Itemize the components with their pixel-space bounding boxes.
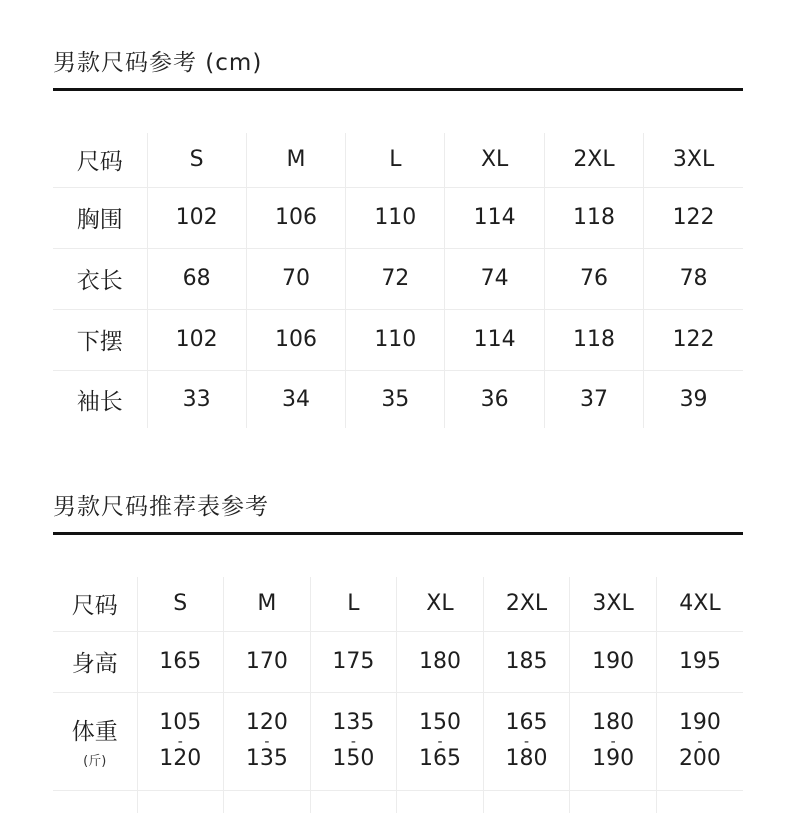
range-min: 105 — [159, 710, 202, 735]
size-cell: 3XL — [644, 133, 743, 187]
size-cell: M — [246, 133, 345, 187]
range-cell — [656, 692, 743, 790]
value-cell: 102 — [147, 309, 246, 370]
value-cell: 106 — [246, 187, 345, 248]
table-row — [53, 187, 743, 248]
table-row-spacer — [53, 790, 743, 813]
row-header: 尺码 — [53, 577, 137, 631]
range-min: 150 — [418, 710, 461, 735]
range-max: 150 — [332, 746, 375, 771]
value-cell: 118 — [544, 309, 643, 370]
range-max: 120 — [159, 746, 202, 771]
table-row — [53, 248, 743, 309]
range-dash: - — [264, 734, 270, 750]
table-row — [53, 692, 743, 790]
range-max: 180 — [505, 746, 548, 771]
size-cell: L — [346, 133, 445, 187]
row-header: 胸围 — [53, 187, 147, 248]
value-cell: 185 — [483, 631, 570, 692]
size-chart-table — [53, 133, 743, 428]
range-max: 200 — [678, 746, 721, 771]
value-cell: 102 — [147, 187, 246, 248]
range-dash: - — [437, 734, 443, 750]
title-divider — [53, 88, 743, 91]
size-cell: M — [224, 577, 311, 631]
empty-cell — [397, 790, 484, 813]
value-cell: 122 — [644, 187, 743, 248]
range-dash: - — [697, 734, 703, 750]
value-cell: 110 — [346, 187, 445, 248]
size-recommendation-table — [53, 577, 743, 813]
value-cell: 33 — [147, 370, 246, 428]
size-cell: S — [147, 133, 246, 187]
value-cell: 39 — [679, 386, 708, 412]
value-cell: 190 — [570, 631, 657, 692]
range-max: 135 — [245, 746, 288, 771]
value-cell: 165 — [137, 631, 224, 692]
empty-cell — [570, 790, 657, 813]
value-cell: 195 — [656, 631, 743, 692]
value-cell: 68 — [147, 248, 246, 309]
value-cell: 34 — [246, 370, 345, 428]
range-cell — [310, 692, 397, 790]
value-cell: 36 — [445, 370, 544, 428]
weight-label: 体重 — [71, 719, 118, 745]
size-cell: L — [310, 577, 397, 631]
range-min: 180 — [592, 710, 635, 735]
table-row — [53, 370, 743, 428]
value-cell: 114 — [445, 187, 544, 248]
empty-cell — [137, 790, 224, 813]
range-dash: - — [177, 734, 183, 750]
size-recommendation-title: 男款尺码推荐表参考 — [53, 494, 269, 520]
range-dash: - — [610, 734, 616, 750]
value-cell: 74 — [445, 248, 544, 309]
range-max: 190 — [592, 746, 635, 771]
range-cell — [224, 692, 311, 790]
size-cell: S — [137, 577, 224, 631]
range-max: 165 — [418, 746, 461, 771]
table-row — [53, 631, 743, 692]
value-cell: 78 — [644, 248, 743, 309]
value-cell: 175 — [310, 631, 397, 692]
value-cell: 70 — [246, 248, 345, 309]
title-divider — [53, 532, 743, 535]
range-cell — [570, 692, 657, 790]
value-cell: 170 — [224, 631, 311, 692]
size-cell: 4XL — [656, 577, 743, 631]
empty-cell — [483, 790, 570, 813]
row-header: 衣长 — [53, 248, 147, 309]
value-cell: 114 — [445, 309, 544, 370]
range-min: 120 — [245, 710, 288, 735]
value-cell: 72 — [346, 248, 445, 309]
range-min: 165 — [505, 710, 548, 735]
value-cell: 106 — [246, 309, 345, 370]
size-cell: XL — [397, 577, 484, 631]
weight-unit: (斤) — [83, 754, 107, 769]
empty-cell — [656, 790, 743, 813]
range-min: 135 — [332, 710, 375, 735]
row-header — [53, 692, 137, 790]
range-dash: - — [350, 734, 356, 750]
value-cell: 180 — [397, 631, 484, 692]
value-cell: 76 — [544, 248, 643, 309]
row-header: 袖长 — [53, 370, 147, 428]
value-cell: 110 — [346, 309, 445, 370]
range-cell — [397, 692, 484, 790]
value-cell: 35 — [346, 370, 445, 428]
row-header: 尺码 — [53, 133, 147, 187]
size-cell: XL — [445, 133, 544, 187]
range-dash: - — [524, 734, 530, 750]
table-row — [53, 133, 743, 187]
size-chart-title: 男款尺码参考 (cm) — [53, 50, 263, 76]
range-cell — [483, 692, 570, 790]
empty-cell — [310, 790, 397, 813]
row-header: 身高 — [53, 631, 137, 692]
row-header: 下摆 — [53, 309, 147, 370]
empty-cell — [224, 790, 311, 813]
table-row — [53, 309, 743, 370]
size-cell: 2XL — [483, 577, 570, 631]
value-cell: 37 — [544, 370, 643, 428]
size-cell: 3XL — [570, 577, 657, 631]
value-cell: 118 — [544, 187, 643, 248]
value-cell: 122 — [644, 309, 743, 370]
size-cell: 2XL — [544, 133, 643, 187]
range-min: 190 — [678, 710, 721, 735]
range-cell — [137, 692, 224, 790]
table-row — [53, 577, 743, 631]
empty-cell — [53, 790, 137, 813]
